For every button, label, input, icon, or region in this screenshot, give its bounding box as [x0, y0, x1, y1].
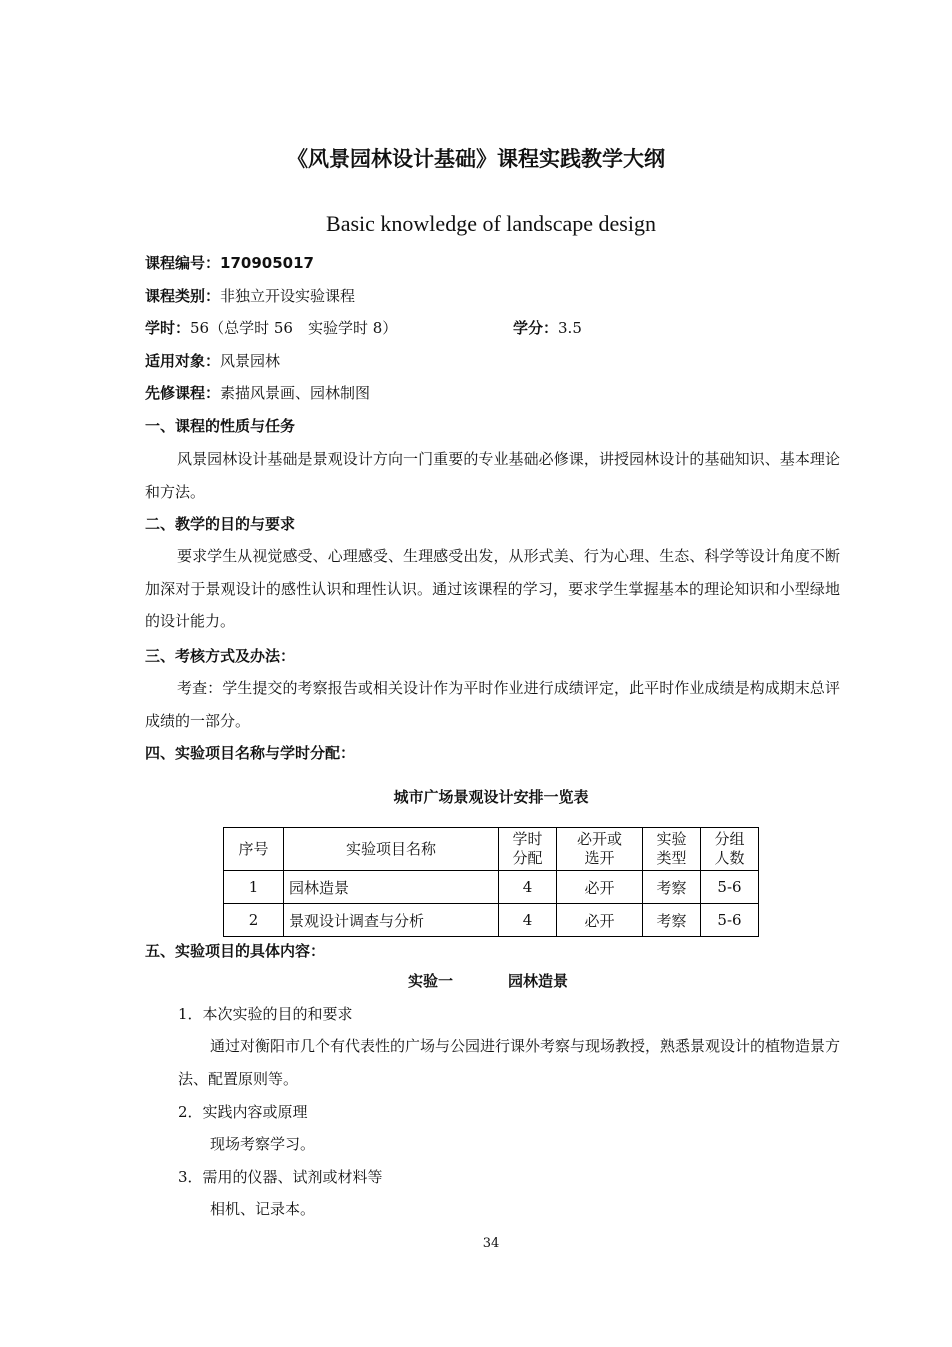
course-target-label: 适用对象：	[145, 352, 221, 370]
course-type-value: 非独立开设实验课程	[220, 287, 356, 305]
course-prereq-label: 先修课程：	[145, 384, 221, 402]
cell-required: 必开	[557, 904, 643, 937]
experiment-1-name: 园林造景	[508, 972, 569, 990]
section-3-text: 考查：学生提交的考察报告或相关设计作为平时作业进行成绩评定，此平时作业成绩是构成期末总评成绩的一部分。	[145, 679, 840, 730]
page-number: 34	[482, 1236, 500, 1251]
document-title: 《风景园林设计基础》课程实践教学大纲	[287, 147, 665, 171]
item-3-title: 3．需用的仪器、试剂或材料等	[178, 1168, 383, 1186]
course-code-label: 课程编号：	[145, 254, 221, 272]
header-no: 序号	[224, 828, 284, 871]
header-type: 实验 类型	[643, 828, 701, 871]
cell-no: 1	[224, 871, 284, 904]
course-hours-label: 学时：	[145, 319, 191, 337]
course-credit-label: 学分：	[513, 319, 559, 337]
allocation-table	[223, 827, 759, 937]
cell-no: 2	[224, 904, 284, 937]
course-target-value: 风景园林	[220, 352, 281, 370]
course-prereq-value: 素描风景画、园林制图	[220, 384, 371, 402]
cell-required: 必开	[557, 871, 643, 904]
section-2-heading: 二、教学的目的与要求	[145, 515, 296, 533]
table-title: 城市广场景观设计安排一览表	[393, 788, 589, 806]
header-required: 必开或 选开	[557, 828, 643, 871]
item-1-title: 1．本次实验的目的和要求	[178, 1005, 353, 1023]
section-2-text: 要求学生从视觉感受、心理感受、生理感受出发，从形式美、行为心理、生态、科学等设计角度不断加深对于景观设计的感性认识和理性认识。通过该课程的学习，要求学生掌握基本的理论知识和小型绿地的设计能力。	[145, 547, 840, 630]
cell-hours: 4	[499, 871, 557, 904]
cell-type: 考察	[643, 904, 701, 937]
header-group: 分组 人数	[701, 828, 759, 871]
header-name: 实验项目名称	[284, 828, 499, 871]
item-3-text: 相机、记录本。	[210, 1200, 316, 1218]
item-2-title: 2．实践内容或原理	[178, 1103, 308, 1121]
course-prereq-line	[145, 382, 370, 403]
english-title: Basic knowledge of landscape design	[326, 211, 656, 236]
section-1-text: 风景园林设计基础是景观设计方向一门重要的专业基础必修课，讲授园林设计的基础知识、基本理论和方法。	[145, 450, 840, 501]
cell-name: 景观设计调查与分析	[284, 904, 499, 937]
section-5-heading: 五、实验项目的具体内容：	[145, 942, 326, 960]
course-hours-line	[145, 317, 397, 338]
cell-type: 考察	[643, 871, 701, 904]
item-1-text: 通过对衡阳市几个有代表性的广场与公园进行课外考察与现场教授，熟悉景观设计的植物造景方法、配置原则等。	[178, 1037, 841, 1088]
course-credit-line	[513, 317, 582, 338]
section-1-heading: 一、课程的性质与任务	[145, 417, 296, 435]
table-row	[224, 871, 759, 904]
section-4-heading: 四、实验项目名称与学时分配：	[145, 744, 356, 762]
experiment-1-label: 实验一	[408, 972, 454, 990]
cell-group: 5-6	[701, 871, 759, 904]
table-row	[224, 904, 759, 937]
course-target-line	[145, 350, 280, 371]
cell-hours: 4	[499, 904, 557, 937]
course-credit-value: 3.5	[558, 319, 582, 337]
section-3-heading: 三、考核方式及办法：	[145, 647, 296, 665]
table-header-row	[224, 828, 759, 871]
course-type-line	[145, 285, 355, 306]
header-hours: 学时 分配	[499, 828, 557, 871]
course-hours-value: 56（总学时 56 实验学时 8）	[190, 319, 398, 337]
cell-name: 园林造景	[284, 871, 499, 904]
cell-group: 5-6	[701, 904, 759, 937]
course-code-value: 170905017	[220, 254, 314, 272]
course-type-label: 课程类别：	[145, 287, 221, 305]
course-code-line	[145, 252, 314, 273]
item-2-text: 现场考察学习。	[210, 1135, 316, 1153]
